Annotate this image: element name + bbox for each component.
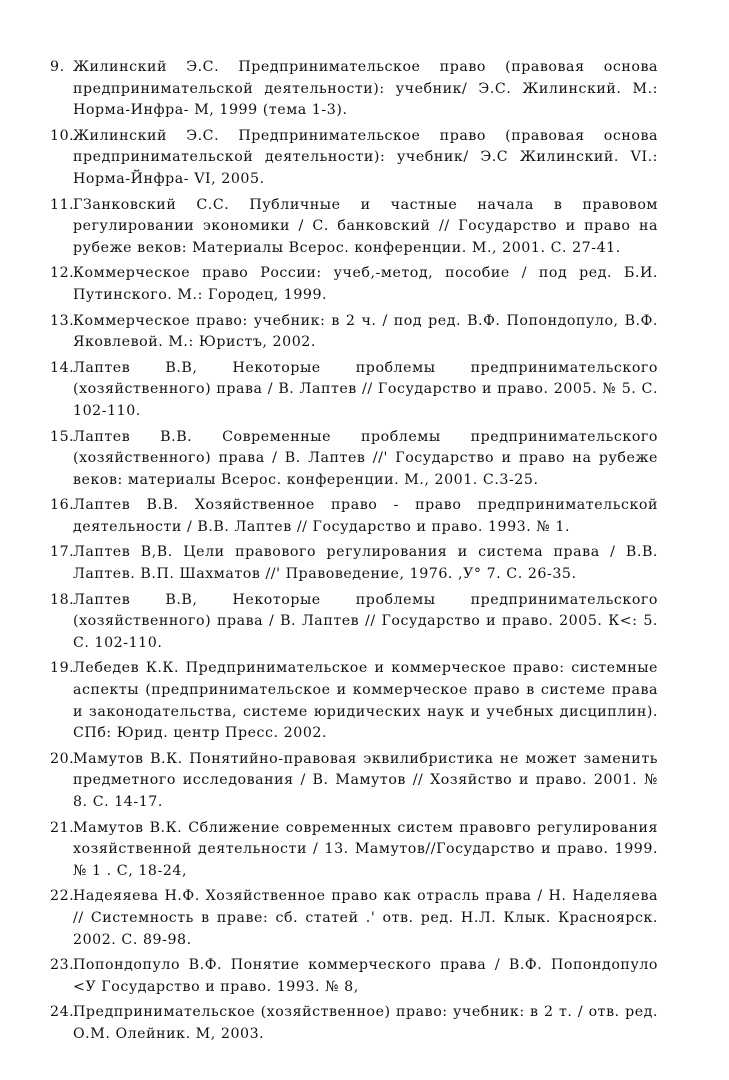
item-number: 9.	[50, 59, 65, 75]
item-number: 24.	[50, 1004, 75, 1021]
item-text: Предпринимательское (хозяйственное) право: учебник: в 2 т. / отв. ред. О.М. Олейник. М, 2003.	[73, 1004, 658, 1042]
item-text: Лаптев В.В, Некоторые проблемы предпринимательского (хозяйственного) права / В. Лаптев // Государство и право. 2005. К<: 5. С. 102-110.	[73, 591, 658, 651]
bibliography-item-15	[50, 427, 658, 492]
item-text: Попондопуло В.Ф. Понятие коммерческого права / В.Ф. Попондопуло <У Государство и право. 1993. № 8,	[73, 957, 658, 995]
item-text: Мамутов В.К. Сближение современных систем правовго регулирования хозяйственной деятельности / 13. Мамутов//Государство и право. 1999. № 1 . С, 18-24,	[73, 819, 658, 879]
bibliography-item-11	[50, 195, 658, 260]
item-number: 22.	[50, 888, 75, 905]
item-text: Надеяяева Н.Ф. Хозяйственное право как отрасль права / Н. Наделяева // Системность в праве: сб. статей .' отв. ред. Н.Л. Клык. Красноярск. 2002. С. 89-98.	[73, 888, 658, 948]
item-number: 19.	[50, 660, 75, 677]
bibliography-item-23	[50, 955, 658, 998]
item-text: Коммерческое право России: учеб,-метод, пособие / под ред. Б.И. Путинского. М.: Городец, 1999.	[73, 265, 658, 303]
bibliography-item-21	[50, 818, 658, 883]
bibliography-item-10	[50, 126, 658, 191]
item-text: ГЗанковский С.С. Публичные и частные начала в правовом регулировании экономики / С. банковский // Государство и право на рубеже веков: Материалы Всерос. конференции. М., 2001. С. 27-41.	[73, 196, 658, 256]
bibliography-item-12	[50, 263, 658, 306]
item-text: Лаптев В.В, Некоторые проблемы предпринимательского (хозяйственного) права / В. Лаптев // Государство и право. 2005. № 5. С. 102-110.	[73, 359, 658, 419]
item-text: Лаптев В,В. Цели правового регулирования и система права / В.В. Лаптев. В.П. Шахматов //' Правоведение, 1976. ,У° 7. С. 26-35.	[73, 544, 658, 583]
bibliography-item-20	[50, 749, 658, 814]
bibliography-item-16	[50, 495, 658, 538]
item-number: 13.	[50, 312, 75, 329]
bibliography-item-18	[50, 590, 658, 655]
bibliography-item-13	[50, 311, 658, 354]
item-number: 21.	[50, 819, 75, 836]
item-number: 11.	[50, 196, 75, 213]
item-number: 16.	[50, 497, 75, 514]
item-number: 18.	[50, 591, 75, 608]
item-text: Мамутов В.К. Понятийно-правовая эквилибристика не может заменить предметного исследования / В. Мамутов // Хозяйство и право. 2001. № 8. С. 14-17.	[73, 750, 658, 810]
item-text: Лаптев В.В. Современные проблемы предпринимательского (хозяйственного) права / В. Лаптев //' Государство и право на рубеже веков: материалы Всерос. конференции. М., 2001. С.3-25.	[73, 428, 658, 488]
item-text: Лаптев В.В. Хозяйственное право - право предпринимательской деятельности / В.В. Лаптев // Государство и право. 1993. № 1.	[73, 497, 658, 535]
item-number: 14.	[50, 359, 75, 376]
item-number: 23.	[50, 957, 75, 974]
bibliography-item-9	[50, 57, 658, 122]
bibliography-item-22	[50, 886, 658, 951]
bibliography-item-19	[50, 658, 658, 744]
bibliography-item-17	[50, 542, 658, 585]
item-number: 12.	[50, 265, 75, 282]
item-number: 15.	[50, 428, 75, 445]
item-number: 10.	[50, 127, 75, 144]
item-number: 20.	[50, 750, 75, 767]
bibliography-item-24	[50, 1002, 658, 1045]
item-text: Лебедев К.К. Предпринимательское и коммерческое право: системные аспекты (предпринимательское и коммерческое право в системе права и законодательства, системе юридических наук и учебных дисциплин). СПб: Юрид. центр Пресс. 2002.	[73, 660, 658, 742]
item-number: 17.	[50, 544, 75, 561]
item-text: Жилинский Э.С. Предпринимательское право (правовая основа предпринимательской деятельности): учебник/ Э.С. Жилинский. М.: Норма-Инфра- М, 1999 (тема 1-3).	[73, 59, 658, 119]
item-text: Коммерческое право: учебник: в 2 ч. / под ред. В.Ф. Попондопуло, В.Ф. Яковлевой. М.: Юристъ, 2002.	[73, 312, 658, 351]
bibliography-item-14	[50, 358, 658, 423]
bibliography-list	[50, 57, 658, 1050]
item-text: Жилинский Э.С. Предпринимательское право (правовая основа предпринимательской деятельности): учебник/ Э.С Жилинский. VI.: Норма-Йнфра- VI, 2005.	[73, 127, 658, 187]
